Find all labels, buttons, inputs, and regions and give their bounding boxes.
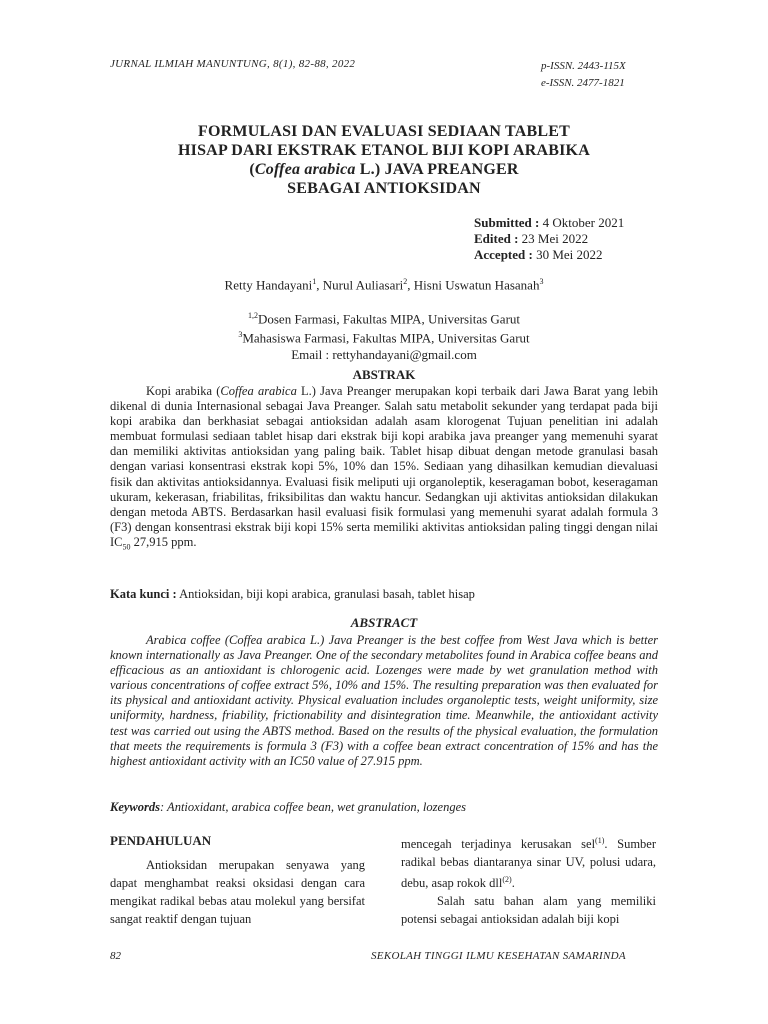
abstrak-body: L.) Java Preanger merupakan kopi terbaik dari Jawa Barat yang lebih dikenal di dunia Internasional sebagai Java Preanger. Salah satu metabolit sekunder yang terdapat pada biji kopi arabika dan berkhasiat sebagai antioksidan adalah asam klorogenat Tujuan penelitian ini adalah membuat formulasi sediaan tablet hisap dari ekstrak biji kopi arabika java preanger yang memenuhi syarat dan memiliki aktivitas antioksidan yang paling baik. Tablet hisap dibuat dengan metode granulasi basah dengan variasi konsentrasi ekstrak kopi 5%, 10% dan 15%. Sediaan yang dihasilkan kemudian dievaluasi fisik dan aktivitas antioksidannya. Evaluasi fisik meliputi uji organoleptik, keseragaman bobot, keseragaman ukuram, kekerasan, friabilitas, friksibilitas dan waktu hancur. Sedangkan uji aktivitas antioksidan dilakukan dengan metoda ABTS. Berdasarkan hasil evaluasi fisik formulasi yang memenuhi syarat adalah formula 3 (F3) dengan konsentrasi ekstrak biji kopi 15% serta memiliki aktivitas antioksidan paling tinggi dengan nilai IC xyxy=(110,384,659,549)
footer-institution: SEKOLAH TINGGI ILMU KESEHATAN SAMARINDA xyxy=(371,950,626,962)
title-line-3-rest: L.) JAVA PREANGER xyxy=(355,161,519,178)
paper-title xyxy=(100,122,668,198)
e-issn: e-ISSN. 2477-1821 xyxy=(541,77,625,89)
abstract-text: Arabica coffee (Coffea arabica L.) Java Preanger is the best coffee from West Java which is better known internationally as Java Preanger. One of the secondary metabolites found in Arabica coffee beans and efficacious as an antioxidant is chlorogenic acid. Lozenges were made by wet granulation method with various concentrations of coffee extract 5%, 10% and 15%. The resulting preparation was then evaluated for its physical and antioxidant activity. Physical evaluation includes organoleptic tests, weight uniformity, size uniformity, hardness, friability, frictionability and disintegration time. Meanwhile, the antioxidant activity test was carried out using the ABTS method. Based on the results of the physical evaluation, the formulation that meets the requirements is formula 3 (F3) with a coffee bean extract concentration of 15% and has the highest antioxidant activity with an IC50 value of 27.915 ppm. xyxy=(110,633,658,768)
submitted-label: Submitted : xyxy=(474,215,540,230)
intro-r1-mid: . Sumber radikal bebas diantaranya sinar UV, polusi udara, debu, asap rokok dll xyxy=(401,837,656,891)
edited-value: 23 Mei 2022 xyxy=(518,231,589,246)
aff-2-sup: 3 xyxy=(238,330,243,340)
intro-right-column xyxy=(401,832,656,928)
issn-block xyxy=(541,58,626,92)
page-number: 82 xyxy=(110,950,121,962)
intro-r1-start: mencegah terjadinya kerusakan sel xyxy=(401,837,596,852)
ref-2: (2) xyxy=(502,875,512,885)
intro-left-paragraph: Antioksidan merupakan senyawa yang dapat menghambat reaksi oksidasi dengan cara mengikat radikal bebas atau molekul yang bersifat sangat reaktif dengan tujuan xyxy=(110,858,365,926)
intro-left-column xyxy=(110,832,365,928)
p-issn: p-ISSN. 2443-115X xyxy=(541,60,626,72)
title-line-3 xyxy=(100,160,668,179)
author-2: , Nurul Auliasari xyxy=(316,277,404,293)
kata-kunci-label: Kata kunci : xyxy=(110,587,177,601)
author-1-sup: 1 xyxy=(312,277,317,286)
author-2-sup: 2 xyxy=(403,277,408,286)
intro-right-paragraph-2: Salah satu bahan alam yang memiliki potensi sebagai antioksidan adalah biji kopi xyxy=(401,894,656,927)
submitted-row xyxy=(474,215,624,231)
pendahuluan-heading: PENDAHULUAN xyxy=(110,833,212,848)
abstract-heading: ABSTRACT xyxy=(350,615,418,630)
accepted-value: 30 Mei 2022 xyxy=(532,247,603,262)
title-line-4: SEBAGAI ANTIOKSIDAN xyxy=(287,180,481,197)
submission-dates xyxy=(474,215,624,263)
abstrak-text xyxy=(110,384,658,555)
abstrak-species: Coffea arabica xyxy=(220,384,297,398)
abstrak-start: Kopi arabika ( xyxy=(146,384,221,398)
accepted-label: Accepted : xyxy=(474,247,533,262)
abstrak-heading: ABSTRAK xyxy=(352,367,416,382)
aff-1-text: Dosen Farmasi, Fakultas MIPA, Universitas Garut xyxy=(257,311,521,327)
abstrak-sub: 50 xyxy=(122,542,131,552)
keywords-value: : Antioxidant, arabica coffee bean, wet granulation, lozenges xyxy=(160,800,466,814)
affiliations xyxy=(110,308,658,363)
abstrak-end: 27,915 ppm. xyxy=(130,534,197,549)
keywords-label: Keywords xyxy=(110,800,160,814)
affiliation-2 xyxy=(110,327,658,346)
title-line-1: FORMULASI DAN EVALUASI SEDIAAN TABLET xyxy=(198,123,570,140)
kata-kunci-value: Antioksidan, biji kopi arabica, granulasi basah, tablet hisap xyxy=(176,587,475,601)
author-1: Retty Handayani xyxy=(224,277,313,293)
ref-1: (1) xyxy=(595,836,605,845)
author-3-sup: 3 xyxy=(539,277,544,286)
aff-1-sup: 1,2 xyxy=(247,311,258,320)
intro-r1-end: . xyxy=(511,876,515,891)
affiliation-1 xyxy=(110,308,658,327)
edited-label: Edited : xyxy=(474,231,519,246)
author-3: , Hisni Uswatun Hasanah xyxy=(407,277,540,293)
intro-right-paragraph-1 xyxy=(401,832,656,892)
journal-header: JURNAL ILMIAH MANUNTUNG, 8(1), 82-88, 2022 xyxy=(110,58,356,70)
author-list xyxy=(110,277,658,293)
accepted-row xyxy=(474,247,624,263)
title-paren: ( xyxy=(249,161,255,178)
kata-kunci xyxy=(110,587,658,602)
edited-row xyxy=(474,231,624,247)
title-species: Coffea arabica xyxy=(254,161,356,178)
keywords xyxy=(110,800,658,815)
submitted-value: 4 Oktober 2021 xyxy=(539,215,625,230)
aff-2-text: Mahasiswa Farmasi, Fakultas MIPA, Universitas Garut xyxy=(242,330,530,346)
title-line-2: HISAP DARI EKSTRAK ETANOL BIJI KOPI ARABIKA xyxy=(178,142,590,159)
author-email: Email : rettyhandayani@gmail.com xyxy=(291,346,477,362)
